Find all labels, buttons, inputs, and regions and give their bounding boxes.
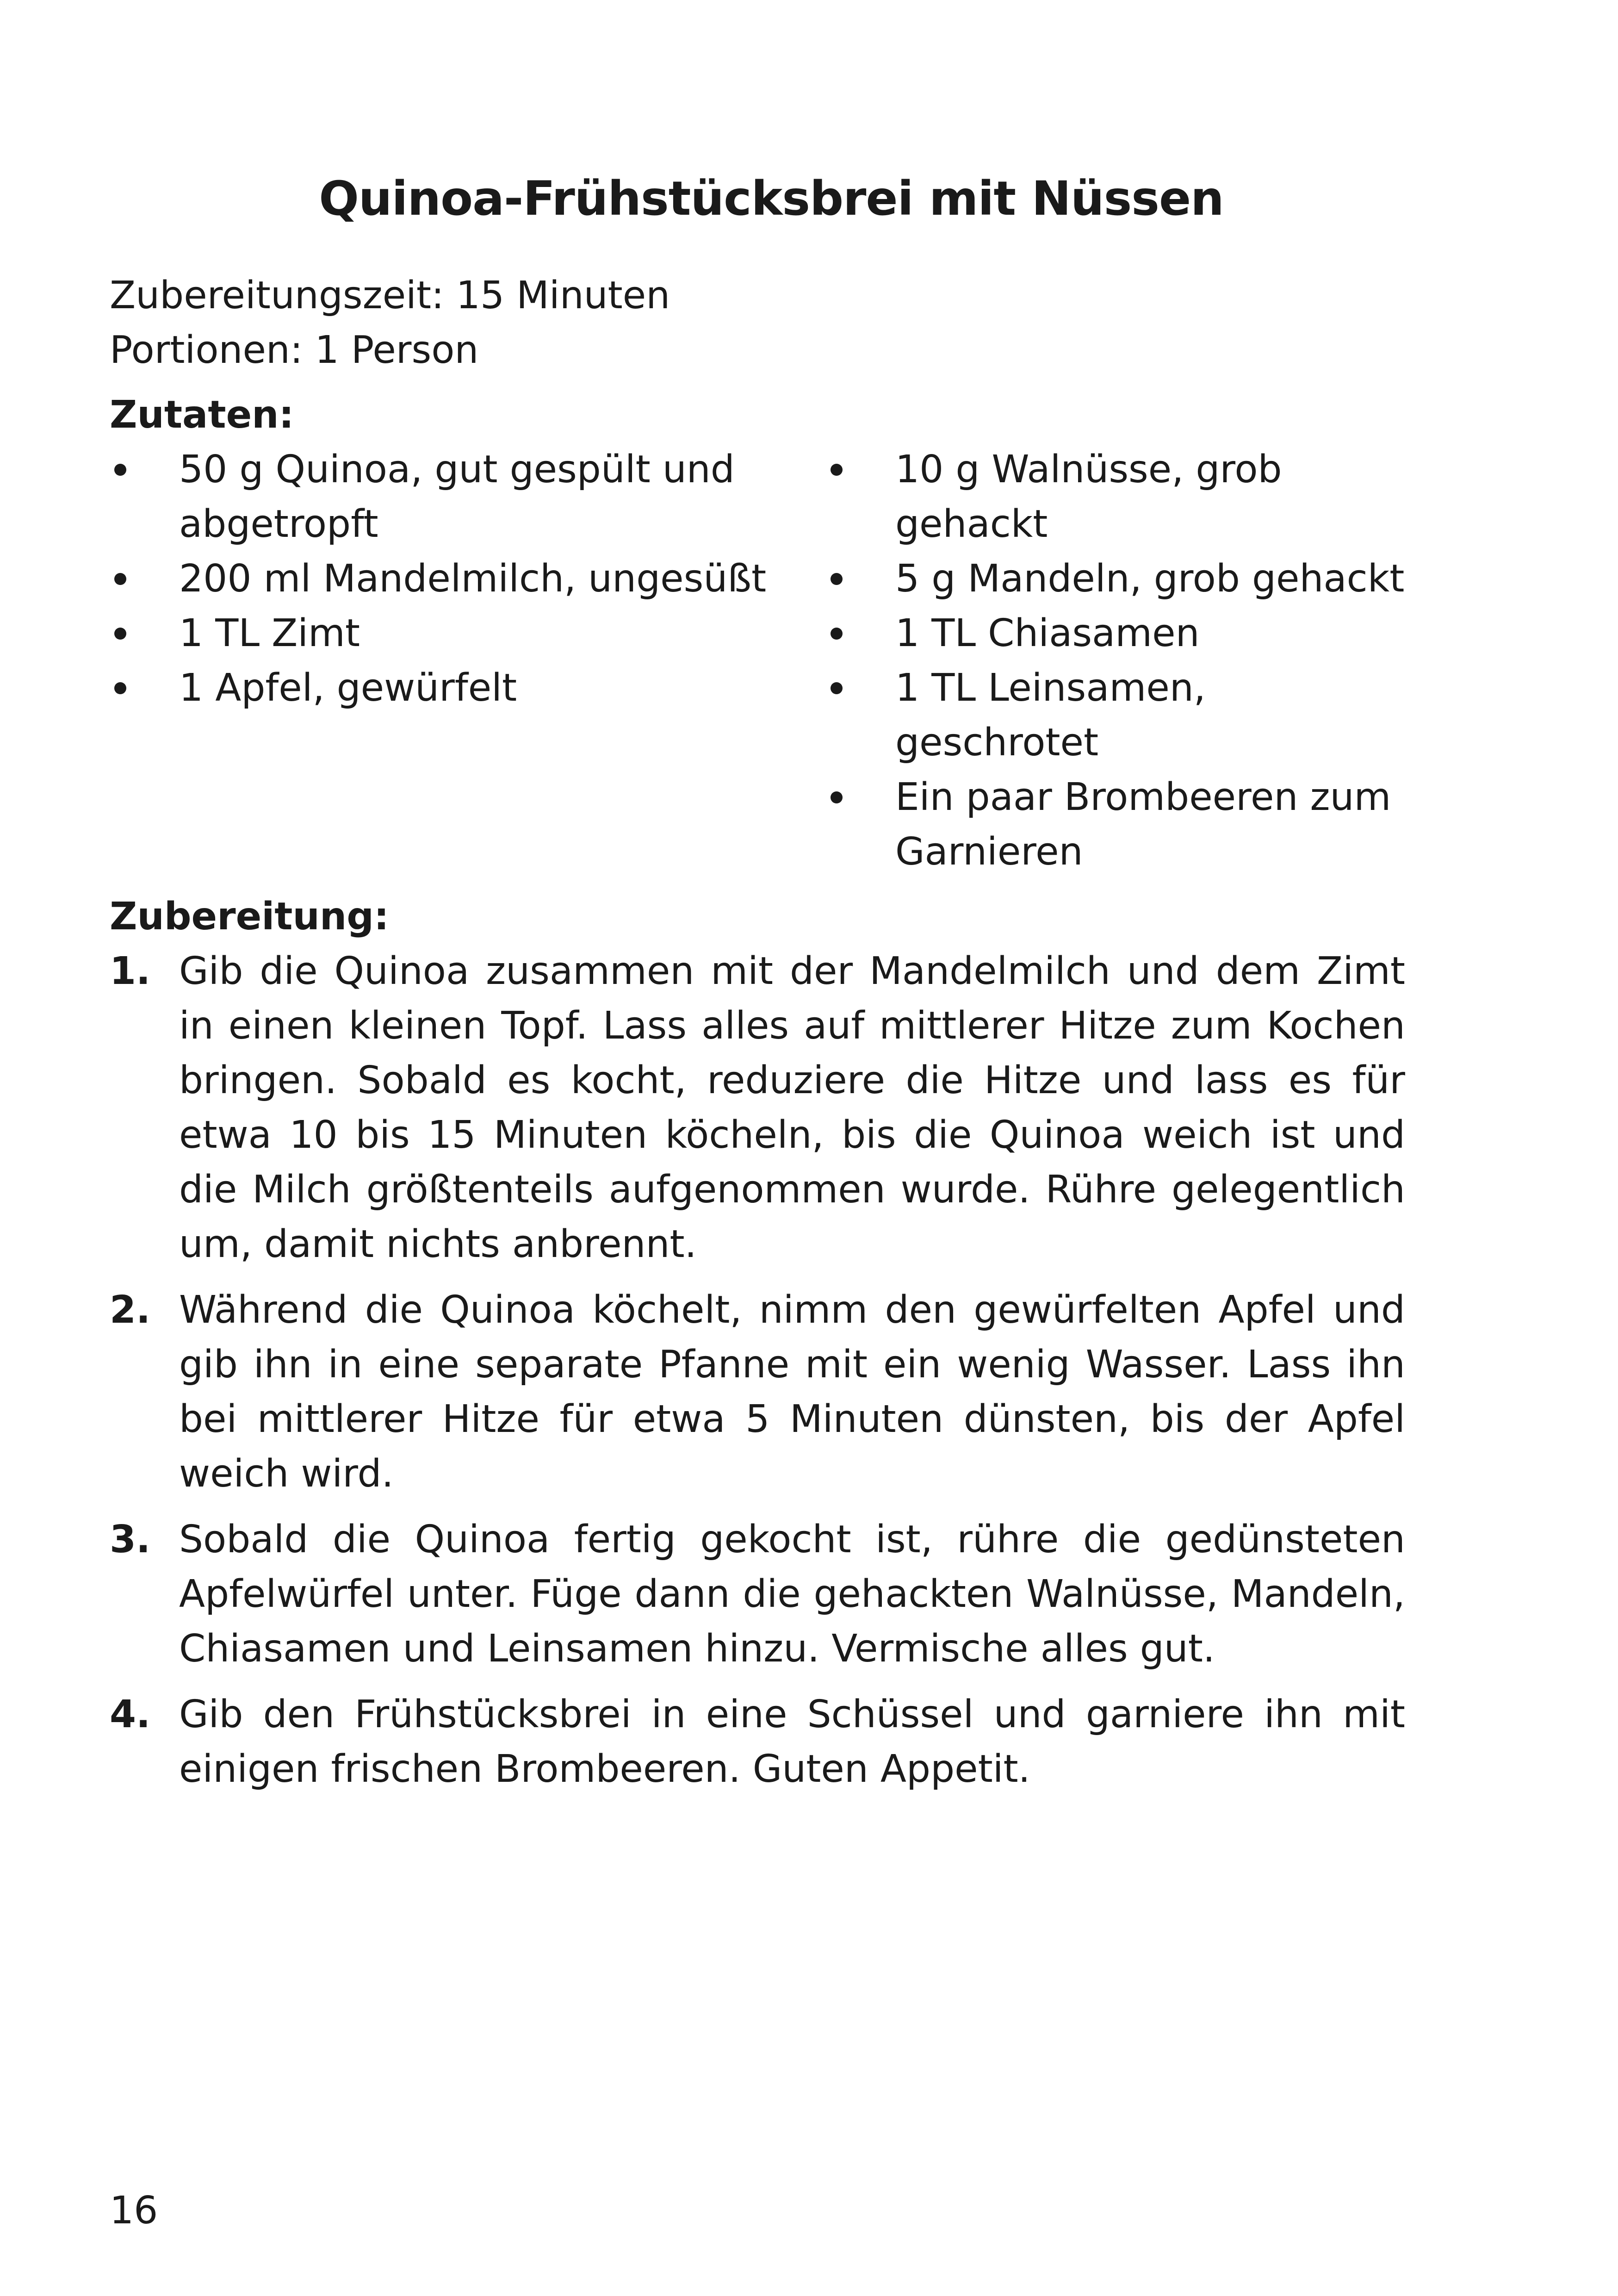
ingredients-heading: Zutaten:: [110, 393, 294, 437]
ingredient-item: 200 ml Mandelmilch, ungesüßt: [110, 552, 771, 606]
preparation-step: [110, 944, 1405, 1272]
ingredient-item: 1 TL Leinsamen, geschrotet: [826, 661, 1405, 770]
preparation-step: [110, 1687, 1405, 1797]
ingredient-item: 1 TL Chiasamen: [826, 606, 1405, 661]
step-number: 1.: [110, 949, 151, 993]
ingredient-item: Ein paar Brombeeren zum Garnieren: [826, 770, 1405, 879]
step-number: 4.: [110, 1692, 151, 1736]
step-number: 2.: [110, 1288, 151, 1332]
preparation-steps: [110, 944, 1405, 1797]
ingredient-item: 10 g Walnüsse, grob gehackt: [826, 442, 1405, 552]
servings: Portionen: 1 Person: [110, 328, 479, 372]
recipe-meta: [110, 268, 1405, 378]
step-text: Gib den Frühstücksbrei in eine Schüssel und garniere ihn mit einigen frischen Brombeeren. Guten Appetit.: [179, 1692, 1405, 1791]
prep-time: Zubereitungszeit: 15 Minuten: [110, 274, 670, 317]
step-text: Gib die Quinoa zusammen mit der Mandelmilch und dem Zimt in einen kleinen Topf. Lass alles auf mittlerer Hitze zum Kochen bringen. Sobald es kocht, reduziere die Hitze und lass es für etwa 10 bis 15 Minuten köcheln, bis die Quinoa weich ist und die Milch größtenteils aufgenommen wurde. Rühre gelegentlich um, damit nichts anbrennt.: [179, 949, 1405, 1266]
ingredients-column-left: [110, 442, 826, 879]
ingredients-column-right: [826, 442, 1405, 879]
step-text: Während die Quinoa köchelt, nimm den gewürfelten Apfel und gib ihn in eine separate Pfanne mit ein wenig Wasser. Lass ihn bei mittlerer Hitze für etwa 5 Minuten dünsten, bis der Apfel weich wird.: [179, 1288, 1405, 1496]
step-text: Sobald die Quinoa fertig gekocht ist, rühre die gedünsteten Apfelwürfel unter. Füge dann die gehackten Walnüsse, Mandeln, Chiasamen und Leinsamen hinzu. Vermische alles gut.: [179, 1518, 1405, 1671]
ingredient-item: 1 TL Zimt: [110, 606, 771, 661]
recipe-title: Quinoa-Frühstücksbrei mit Nüssen: [319, 171, 1224, 226]
ingredients-list: [110, 442, 1405, 879]
page-number: 16: [110, 2189, 158, 2233]
recipe-content: [110, 167, 1405, 1808]
step-number: 3.: [110, 1518, 151, 1562]
ingredient-item: 5 g Mandeln, grob gehackt: [826, 552, 1405, 606]
preparation-step: [110, 1512, 1405, 1676]
ingredient-item: 1 Apfel, gewürfelt: [110, 661, 771, 716]
preparation-step: [110, 1283, 1405, 1501]
ingredient-item: 50 g Quinoa, gut gespült und abgetropft: [110, 442, 771, 552]
preparation-heading: Zubereitung:: [110, 895, 389, 939]
